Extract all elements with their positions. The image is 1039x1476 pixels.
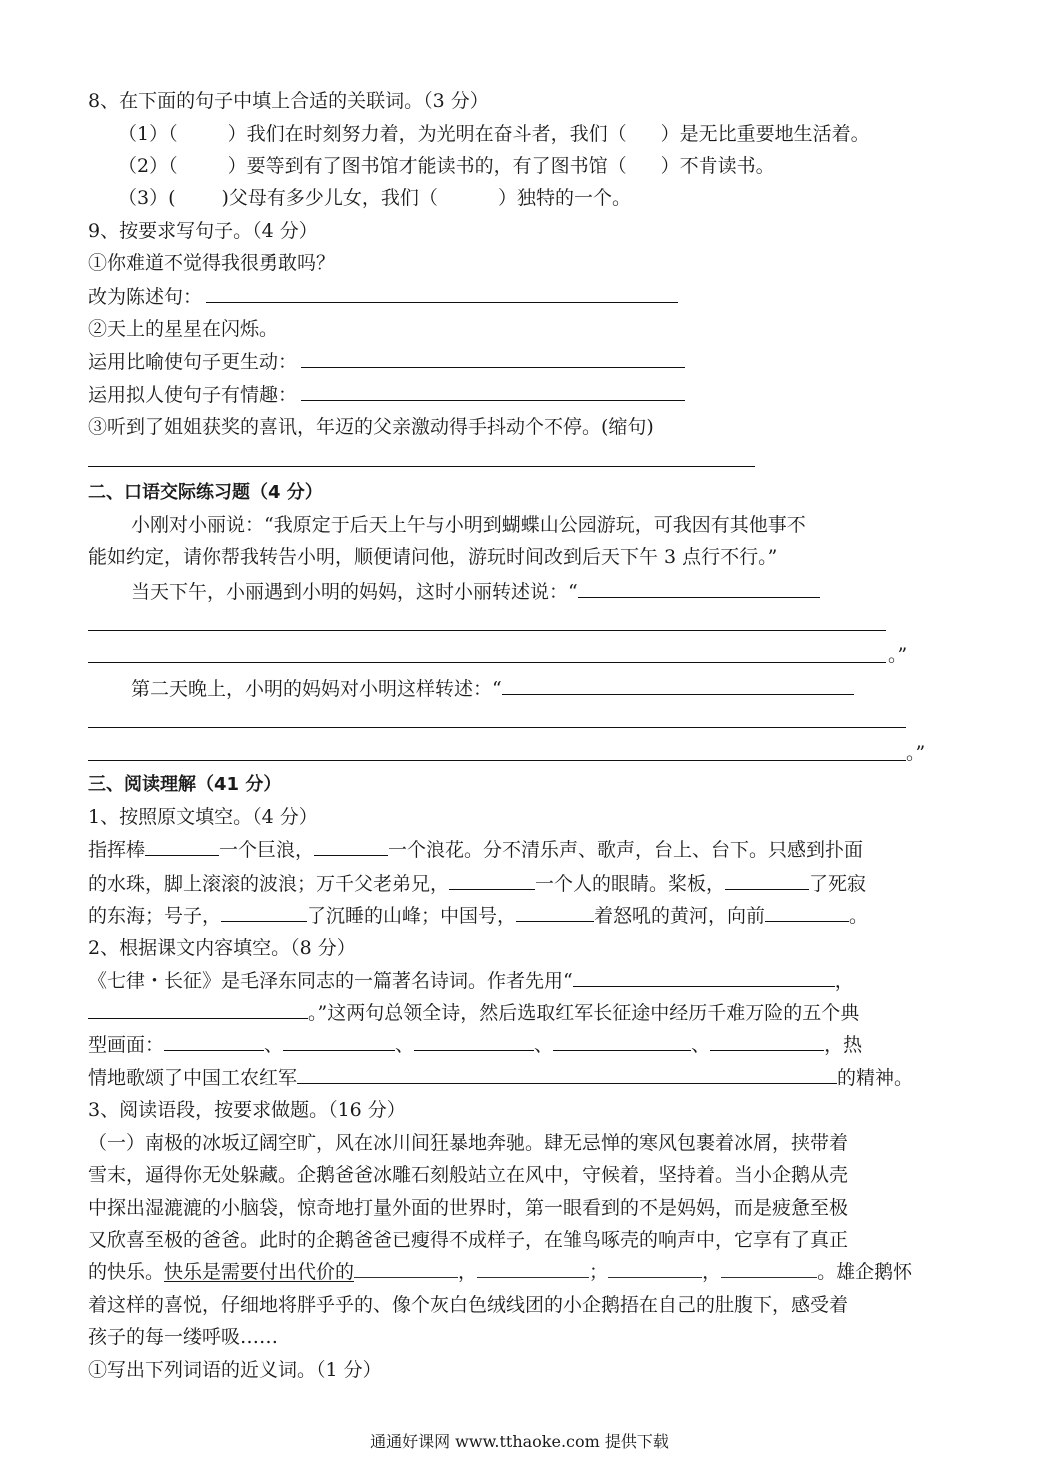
section3-heading: 三、阅读理解（41 分） [88,774,282,795]
answer-blank[interactable] [414,1030,534,1051]
section2-heading: 二、口语交际练习题（4 分） [88,482,323,503]
answer-blank[interactable] [145,835,219,856]
section2-para-1-cont: 能如约定，请你帮我转告小明，顺便请问他，游玩时间改到后天下午 3 点行不行。” [88,546,778,568]
s3-q2-title: 2、根据课文内容填空。（8 分） [88,937,356,959]
answer-blank[interactable] [477,1257,589,1278]
section2-prompt-1: 当天下午，小丽遇到小明的妈妈，这时小丽转述说：“ [131,577,820,607]
q9-title: 9、按要求写句子。（4 分） [88,220,318,242]
answer-blank[interactable] [710,1030,824,1051]
answer-line[interactable] [88,662,886,663]
answer-blank[interactable] [449,869,535,890]
q9-sentence-2: ②天上的星星在闪烁。 [88,318,279,340]
answer-blank[interactable] [297,1063,837,1084]
section2-para-1: 小刚对小丽说：“我原定于后天上午与小明到蝴蝶山公园游玩，可我因有其他事不 [131,514,806,536]
answer-blank[interactable] [516,901,594,922]
passage-line: 中探出湿漉漉的小脑袋，惊奇地打量外面的世界时，第一眼看到的不是妈妈，而是疲惫至极 [88,1197,849,1219]
q8-item-2: （2）（ ）要等到有了图书馆才能读书的，有了图书馆（ ）不肯读书。 [118,155,775,177]
answer-blank[interactable] [354,1257,458,1278]
q9-sentence-1: ①你难道不觉得我很勇敢吗？ [88,252,336,274]
q8-item-1: （1）（ ）我们在时刻努力着，为光明在奋斗者，我们（ ）是无比重要地生活着。 [118,123,870,145]
answer-line[interactable] [88,630,886,631]
s3-q3-title: 3、阅读语段，按要求做题。（16 分） [88,1099,406,1121]
s3-q1-line-1: 指挥棒 一个巨浪， 一个浪花。分不清乐声、歌声，台上、台下。只感到扑面 [88,835,863,865]
answer-blank[interactable] [553,1030,691,1051]
answer-blank[interactable] [578,577,820,598]
passage-line: 又欣喜至极的爸爸。此时的企鹅爸爸已瘦得不成样子，在雏鸟啄壳的响声中，它享有了真正 [88,1229,849,1251]
passage-line-blanks: 的快乐。快乐是需要付出代价的 ， ； ， 。雄企鹅怀 [88,1257,912,1287]
passage-line: 着这样的喜悦，仔细地将胖乎乎的、像个灰白色绒线团的小企鹅捂在自己的肚腹下，感受着 [88,1294,849,1316]
answer-blank[interactable] [164,1030,264,1051]
s3-q1-title: 1、按照原文填空。（4 分） [88,806,318,828]
answer-line[interactable] [88,466,755,467]
answer-blank[interactable] [721,1257,817,1278]
q9-sentence-3: ③听到了姐姐获奖的喜讯，年迈的父亲激动得手抖动个不停。(缩句) [88,416,654,438]
s3-q3-sub-1: ①写出下列词语的近义词。（1 分） [88,1359,382,1381]
quote-end-2: 。” [906,742,926,764]
q8-item-3: （3）( )父母有多少儿女，我们（ ）独特的一个。 [118,187,631,209]
passage-line: （一）南极的冰坂辽阔空旷，风在冰川间狂暴地奔驰。肆无忌惮的寒风包裹着冰屑，挟带着 [88,1132,849,1154]
q9-task-3: 运用拟人使句子有情趣： [88,380,685,410]
passage-line: 雪末，逼得你无处躲藏。企鹅爸爸冰雕石刻般站立在风中，守候着，坚持着。当小企鹅从壳 [88,1164,849,1186]
answer-blank[interactable] [88,998,308,1019]
s3-q1-line-2: 的水珠，脚上滚滚的波浪；万千父老弟兄， 一个人的眼睛。桨板， 了死寂 [88,869,866,899]
answer-line[interactable] [88,727,906,728]
answer-blank[interactable] [283,1030,395,1051]
footer-credit: 通通好课网 www.tthaoke.com 提供下载 [370,1432,669,1451]
answer-blank[interactable] [206,282,678,303]
answer-blank[interactable] [301,380,685,401]
answer-blank[interactable] [765,901,849,922]
answer-blank[interactable] [314,835,388,856]
section2-prompt-2: 第二天晚上，小明的妈妈对小明这样转述：“ [131,674,854,704]
s3-q2-line-1: 《七律・长征》是毛泽东同志的一篇著名诗词。作者先用“ ， [88,966,854,996]
q9-task-2: 运用比喻使句子更生动： [88,347,685,377]
q8-title: 8、在下面的句子中填上合适的关联词。（3 分） [88,90,489,112]
answer-blank[interactable] [502,674,854,695]
answer-blank[interactable] [221,901,307,922]
answer-line[interactable] [88,760,906,761]
s3-q2-line-2: 。”这两句总领全诗，然后选取红军长征途中经历千难万险的五个典 [88,998,859,1028]
answer-blank[interactable] [573,966,835,987]
s3-q1-line-3: 的东海；号子， 了沉睡的山峰；中国号， 着怒吼的黄河，向前 。 [88,901,868,931]
s3-q2-line-4: 情地歌颂了中国工农红军 的精神。 [88,1063,913,1093]
quote-end-1: 。” [888,644,908,666]
answer-blank[interactable] [608,1257,702,1278]
passage-line: 孩子的每一缕呼吸…… [88,1326,279,1348]
s3-q2-line-3: 型画面： 、 、 、 、 ，热 [88,1030,862,1060]
answer-blank[interactable] [301,347,685,368]
answer-blank[interactable] [725,869,809,890]
q9-task-1: 改为陈述句： [88,282,678,312]
